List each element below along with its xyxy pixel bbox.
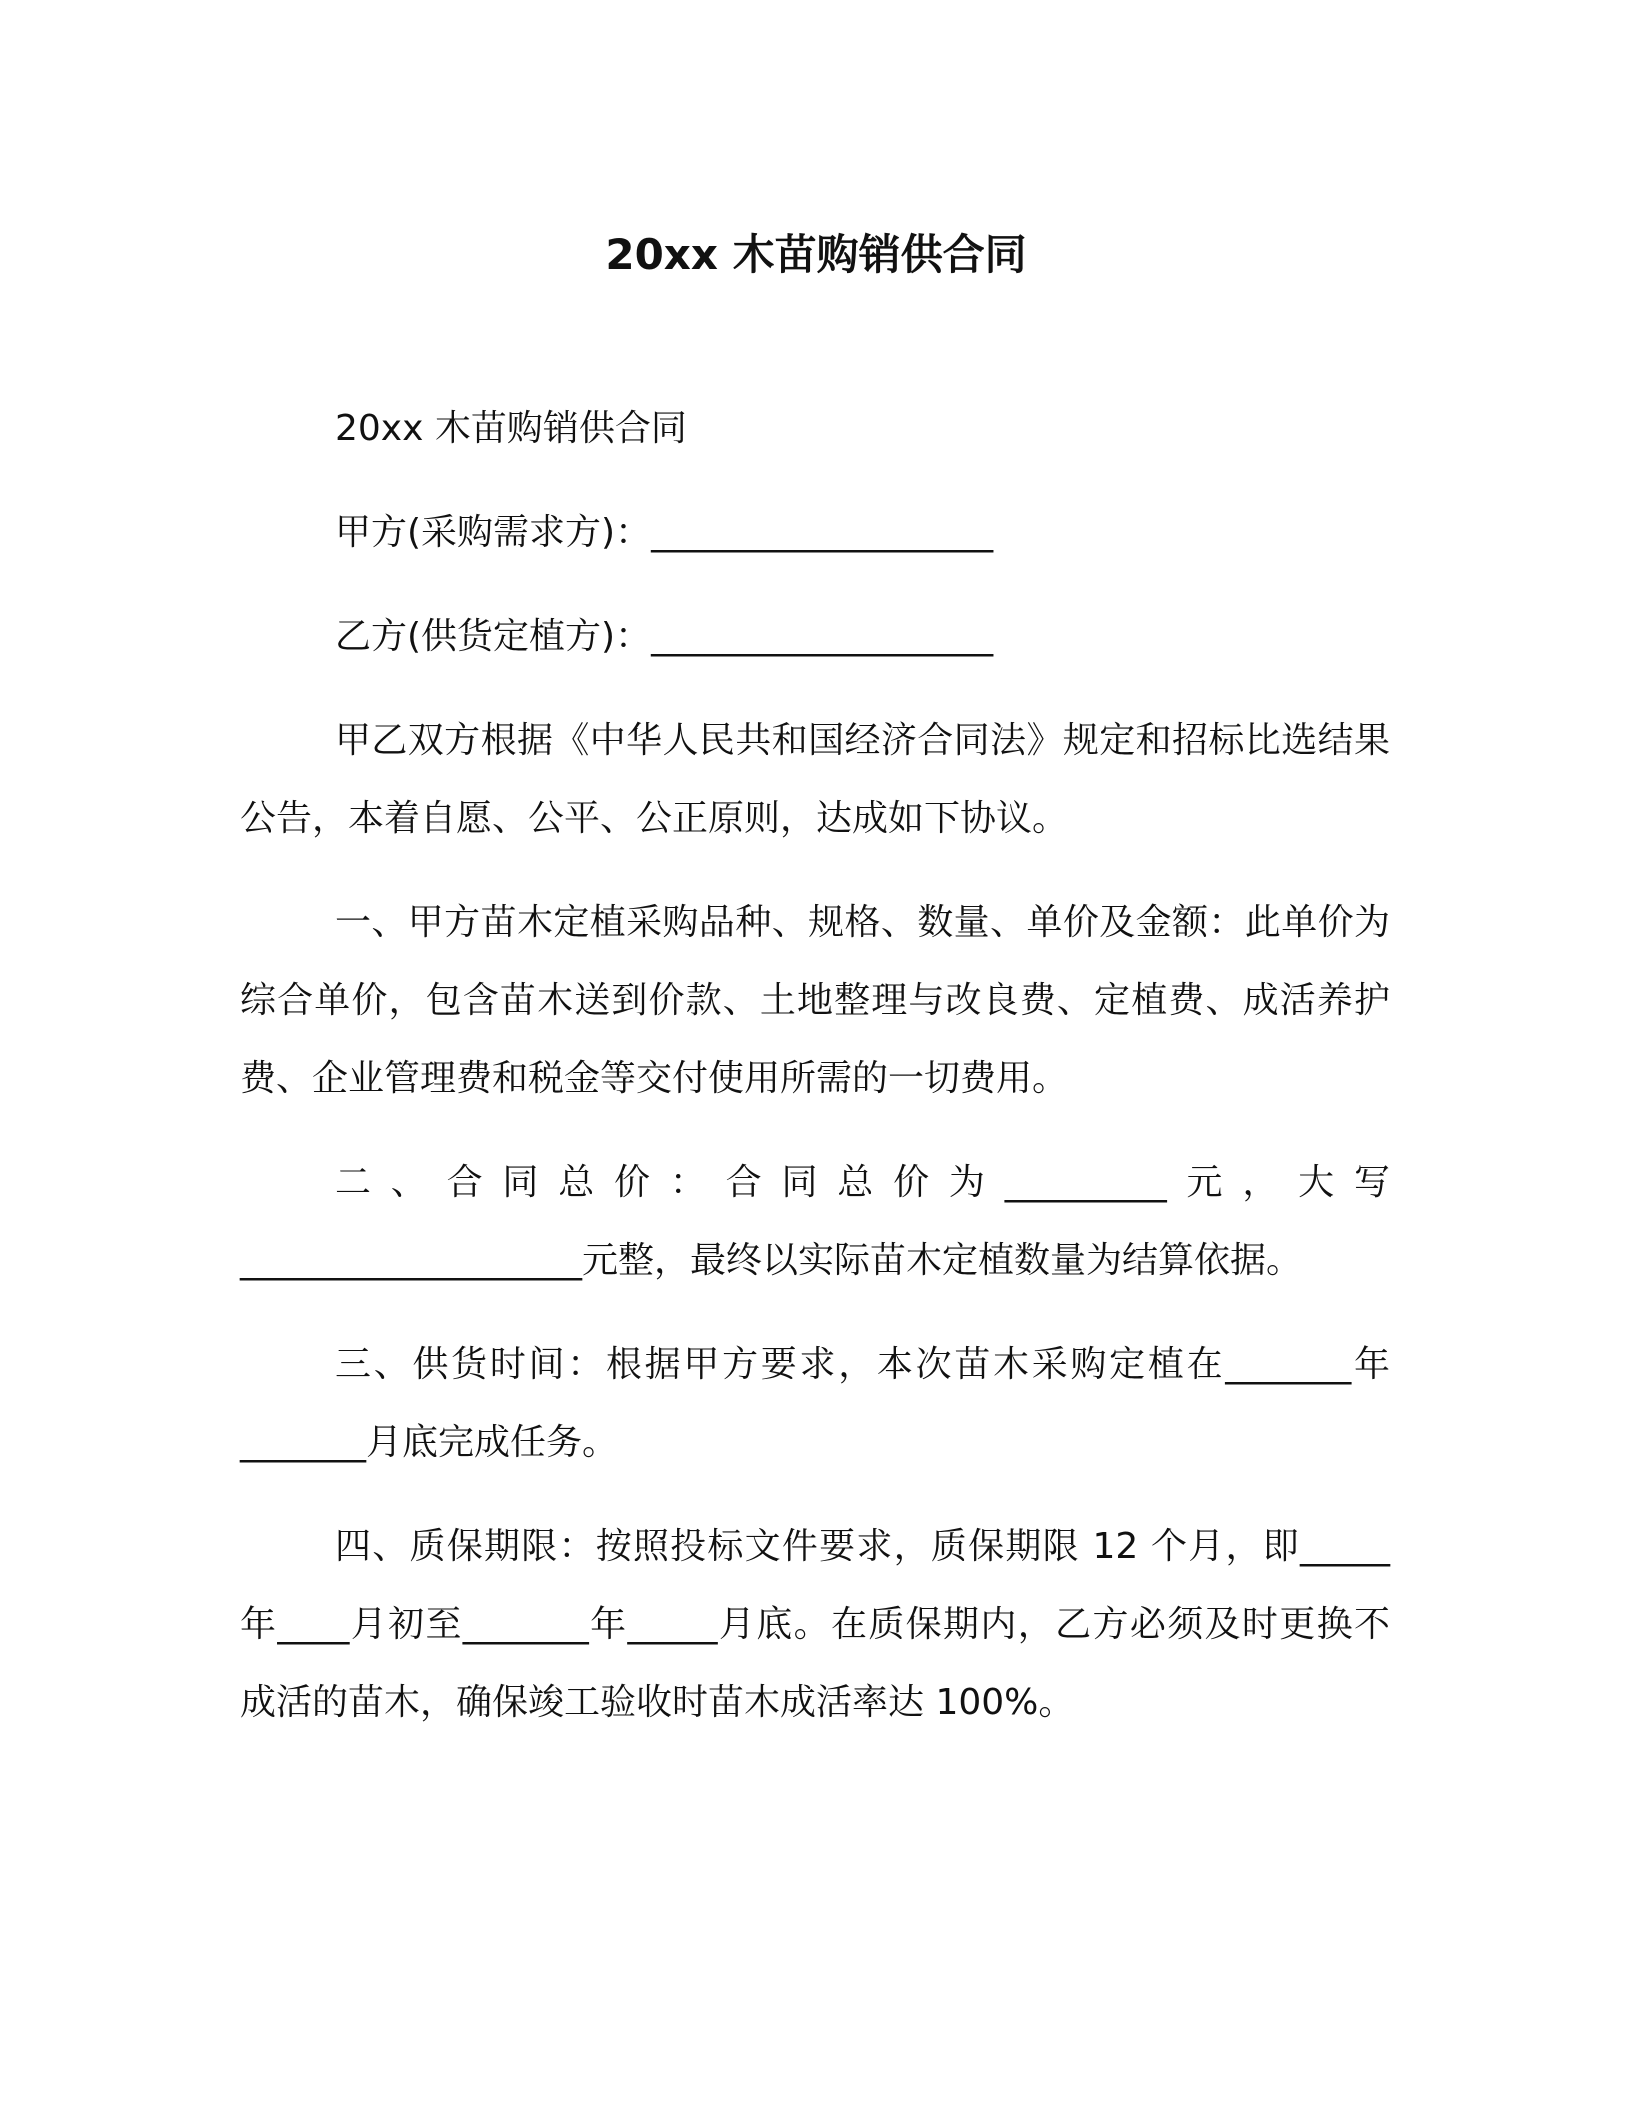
document-body (240, 390, 1390, 1768)
paragraph-clause-3: 三、供货时间：根据甲方要求，本次苗木采购定植在_______年_______月底完成任务。 (240, 1344, 1390, 1463)
paragraph-party-a: 甲方(采购需求方)：___________________ (335, 512, 994, 553)
paragraph-party-b: 乙方(供货定植方)：___________________ (335, 616, 994, 657)
paragraph-clause-2: 二、合同总价：合同总价为_________元，大写___________________元整，最终以实际苗木定植数量为结算依据。 (240, 1162, 1390, 1281)
paragraph-clause-1: 一、甲方苗木定植采购品种、规格、数量、单价及金额：此单价为综合单价，包含苗木送到价款、土地整理与改良费、定植费、成活养护费、企业管理费和税金等交付使用所需的一切费用。 (240, 902, 1390, 1099)
paragraph-clause-4: 四、质保期限：按照投标文件要求，质保期限 12 个月，即_____年____月初至_______年_____月底。在质保期内，乙方必须及时更换不成活的苗木，确保竣工验收时苗木成活率达 100%。 (240, 1526, 1390, 1723)
paragraph-preamble: 甲乙双方根据《中华人民共和国经济合同法》规定和招标比选结果公告，本着自愿、公平、公正原则，达成如下协议。 (240, 720, 1390, 839)
paragraph-subtitle: 20xx 木苗购销供合同 (335, 408, 687, 449)
document-title: 20xx 木苗购销供合同 (605, 230, 1027, 279)
